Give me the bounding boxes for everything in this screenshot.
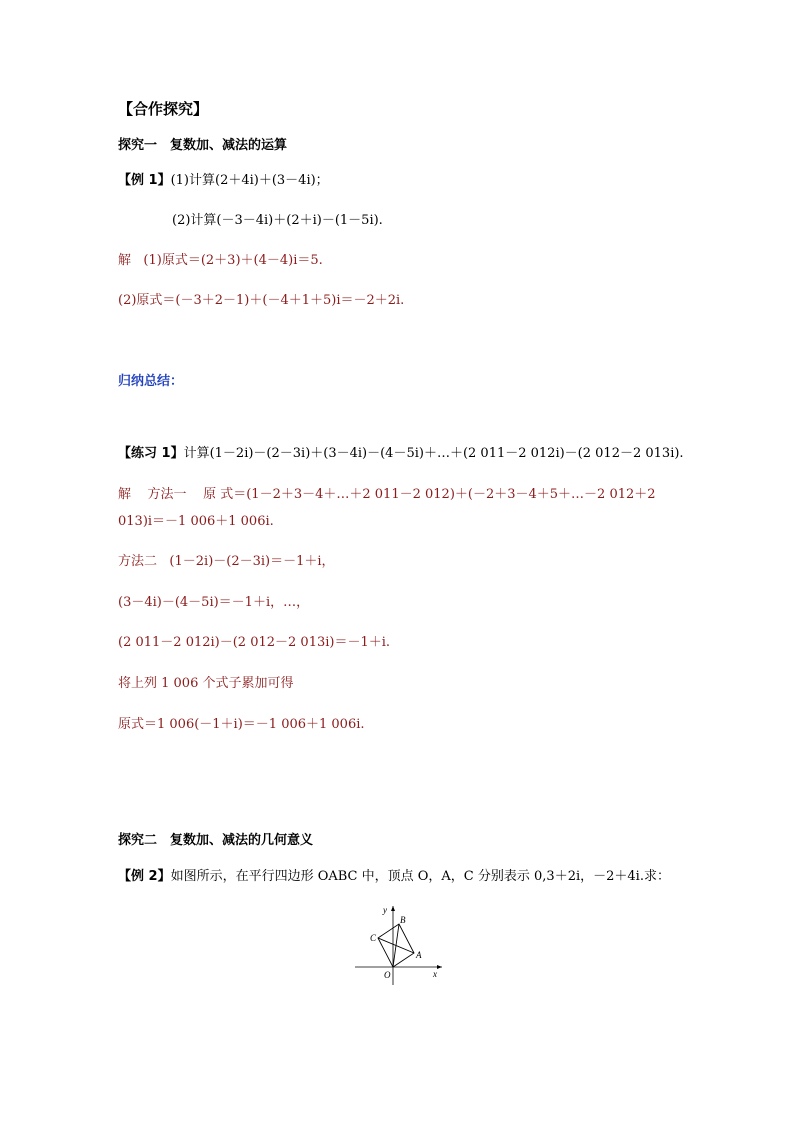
label-x: x <box>433 969 437 979</box>
method1-text: 原 式＝(1－2＋3－4＋…＋2 011－2 012)＋(－2＋3－4＋5＋…－2 012＋2 <box>203 487 656 502</box>
practice1-method2-line4: 将上列 1 006 个式子累加可得 <box>118 676 294 691</box>
practice1-method1-line1 <box>118 486 656 504</box>
summary-label: 归纳总结： <box>118 374 184 389</box>
practice1-question-line <box>118 445 684 463</box>
example2-text: 如图所示，在平行四边形 OABC 中，顶点 O，A，C 分别表示 0,3＋2i，－2＋4i.求： <box>170 869 670 884</box>
label-y: y <box>383 905 387 915</box>
parallelogram-figure <box>350 900 450 990</box>
example1-part2: (2)计算(－3－4i)＋(2＋i)－(1－5i). <box>172 213 383 228</box>
example2-line <box>118 868 670 886</box>
practice1-method2-line1 <box>118 553 335 571</box>
inquiry2-title: 探究二 复数加、减法的几何意义 <box>118 833 314 848</box>
section-title: 【合作探究】 <box>118 100 209 118</box>
label-b: B <box>400 915 406 925</box>
practice1-method2-line3: (2 011－2 012i)－(2 012－2 013i)＝－1＋i. <box>118 635 391 650</box>
label-a: A <box>416 950 422 960</box>
method2-label: 方法二 <box>118 554 158 569</box>
practice1-solution-label: 解 <box>118 487 132 502</box>
practice1-tag: 【练习 1】 <box>118 446 184 461</box>
example2-tag: 【例 2】 <box>118 869 171 884</box>
method1-label: 方法一 <box>147 487 187 502</box>
method2-text1: (1－2i)－(2－3i)＝－1＋i， <box>169 554 335 569</box>
example1-part1: (1)计算(2＋4i)＋(3－4i)； <box>170 173 329 188</box>
label-c: C <box>370 933 377 943</box>
example1-solution-line1 <box>118 252 323 270</box>
example1-tag: 【例 1】 <box>118 173 171 188</box>
y-axis-arrow <box>391 906 395 911</box>
x-axis-arrow <box>437 965 442 969</box>
practice1-question: 计算(1－2i)－(2－3i)＋(3－4i)－(4－5i)＋…＋(2 011－2 012i)－(2 012－2 013i). <box>183 446 684 461</box>
example1-solution-line2: (2)原式＝(－3＋2－1)＋(－4＋1＋5)i＝－2＋2i. <box>118 293 405 308</box>
practice1-method1-line2: 013)i＝－1 006＋1 006i. <box>118 514 274 529</box>
practice1-method2-line5: 原式＝1 006(－1＋i)＝－1 006＋1 006i. <box>118 717 365 732</box>
inquiry1-title: 探究一 复数加、减法的运算 <box>118 138 288 153</box>
practice1-method2-line2: (3－4i)－(4－5i)＝－1＋i，…， <box>118 595 310 610</box>
label-o: O <box>384 970 391 980</box>
solution-label: 解 <box>118 253 132 268</box>
solution-text: (1)原式＝(2＋3)＋(4－4)i＝5. <box>143 253 323 268</box>
example1-line1 <box>118 172 329 190</box>
coordinate-diagram <box>350 900 450 990</box>
diagonal-ca <box>378 938 414 953</box>
